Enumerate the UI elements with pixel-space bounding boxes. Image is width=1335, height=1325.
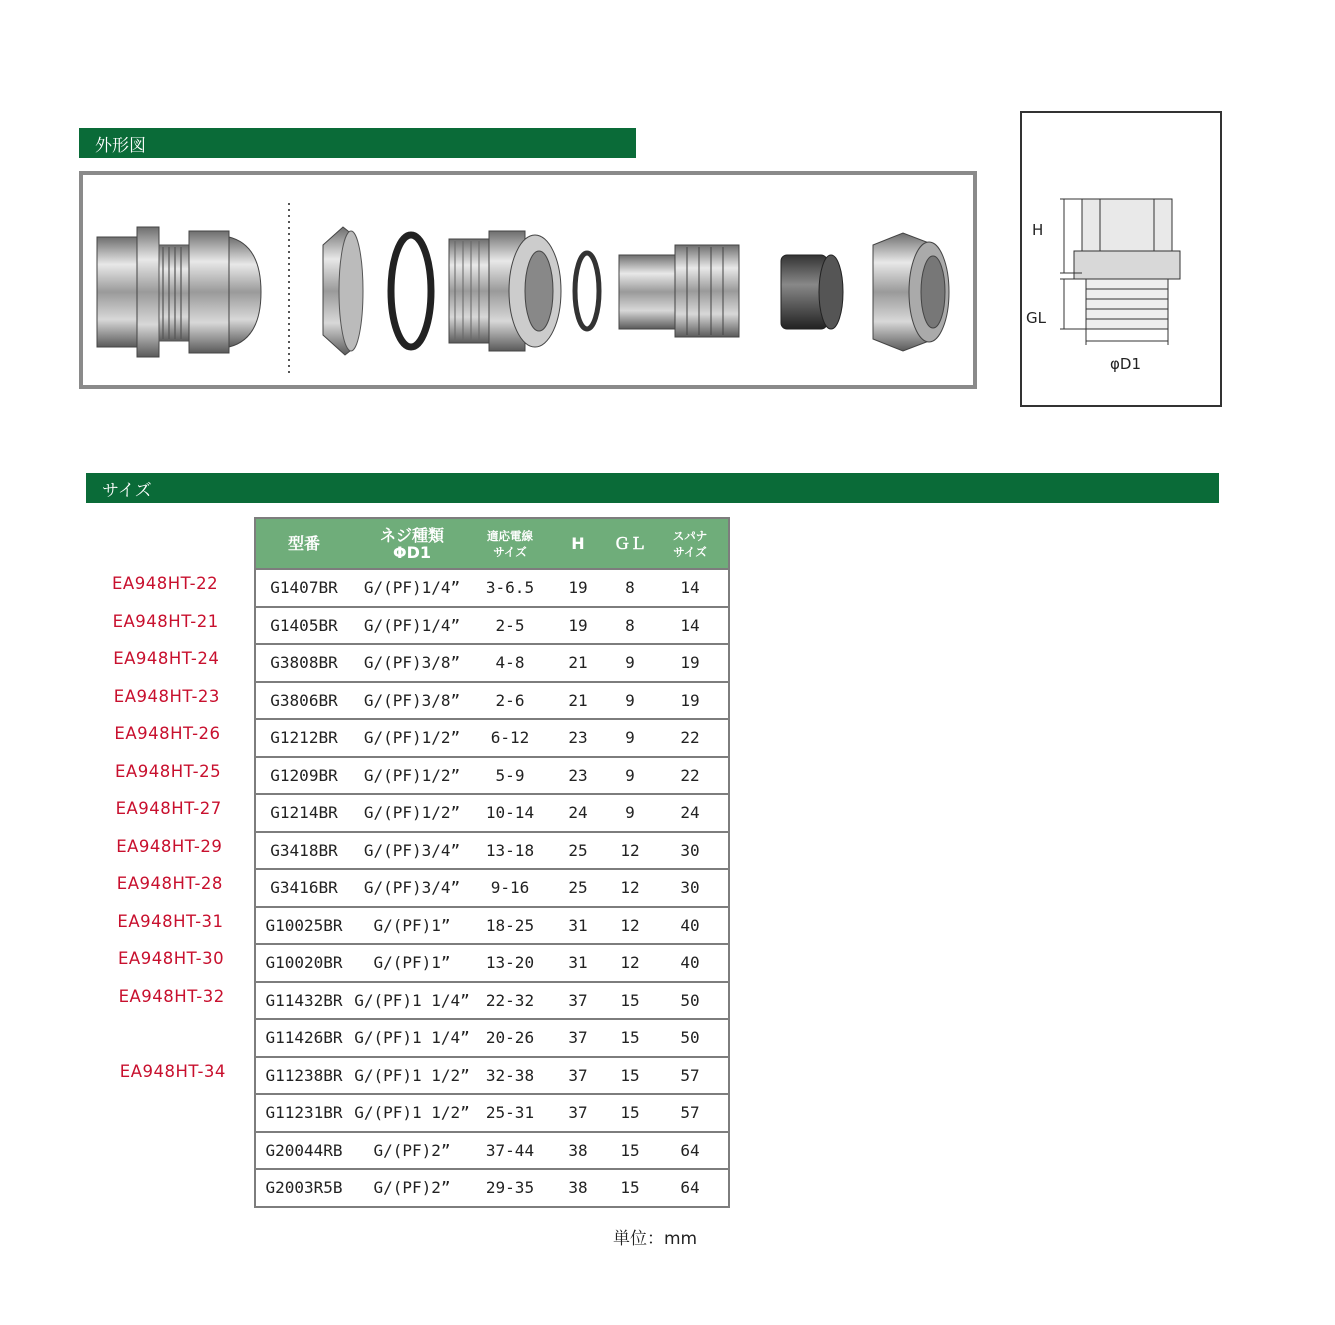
thread-cell: G/(PF)1” — [352, 944, 472, 982]
spanner-cell: 50 — [652, 1019, 729, 1057]
dimension-diagram — [1020, 111, 1222, 407]
wire-size-cell: 22-32 — [472, 982, 548, 1020]
h-cell: 38 — [548, 1132, 608, 1170]
h-cell: 19 — [548, 607, 608, 645]
thread-cell: G/(PF)3/4” — [352, 832, 472, 870]
h-cell: 37 — [548, 1094, 608, 1132]
model-cell: G2003R5B — [255, 1169, 352, 1207]
gl-cell: 9 — [608, 682, 652, 720]
gl-cell: 15 — [608, 1019, 652, 1057]
table-row — [255, 1057, 729, 1095]
model-number-label: EA948HT-28 — [116, 874, 223, 893]
model-number-label: EA948HT-22 — [112, 574, 219, 593]
wire-size-cell: 5-9 — [472, 757, 548, 795]
thread-cell: G/(PF)2” — [352, 1132, 472, 1170]
gl-cell: 15 — [608, 1094, 652, 1132]
gl-cell: 12 — [608, 869, 652, 907]
h-cell: 23 — [548, 719, 608, 757]
table-row — [255, 944, 729, 982]
thread-cell: G/(PF)3/8” — [352, 644, 472, 682]
h-cell: 23 — [548, 757, 608, 795]
header-thread-line1: ネジ種類 — [379, 525, 444, 545]
table-row — [255, 1019, 729, 1057]
model-number-label: EA948HT-26 — [114, 724, 221, 743]
seal-ring — [575, 253, 599, 329]
dome-cap — [873, 233, 949, 351]
threaded-body — [449, 231, 561, 351]
outline-section-title: 外形図 — [95, 135, 146, 156]
size-section-header — [86, 473, 1219, 503]
header-thread — [352, 518, 472, 569]
gl-cell: 12 — [608, 944, 652, 982]
spanner-cell: 30 — [652, 832, 729, 870]
size-section-title: サイズ — [102, 480, 152, 501]
size-spec-table — [254, 517, 730, 1208]
outline-section-header — [79, 128, 636, 158]
table-row — [255, 832, 729, 870]
model-number-label: EA948HT-29 — [116, 836, 223, 856]
header-h: H — [548, 518, 608, 569]
h-cell: 19 — [548, 569, 608, 607]
model-cell: G10025BR — [255, 907, 352, 945]
spanner-cell: 24 — [652, 794, 729, 832]
header-thread-line2: ΦD1 — [392, 542, 431, 562]
spanner-cell: 57 — [652, 1094, 729, 1132]
thread-cell: G/(PF)2” — [352, 1169, 472, 1207]
header-spanner-line2: サイズ — [673, 544, 707, 559]
spanner-cell: 40 — [652, 907, 729, 945]
table-row — [255, 1132, 729, 1170]
gl-cell: 9 — [608, 794, 652, 832]
spanner-cell: 22 — [652, 757, 729, 795]
wire-size-cell: 6-12 — [472, 719, 548, 757]
unit-note: 単位：mm — [613, 1229, 698, 1249]
wire-size-cell: 9-16 — [472, 869, 548, 907]
header-wire-line2: サイズ — [493, 544, 527, 559]
table-row — [255, 1169, 729, 1207]
model-number-label: EA948HT-32 — [118, 986, 225, 1006]
spanner-cell: 14 — [652, 607, 729, 645]
wire-size-cell: 25-31 — [472, 1094, 548, 1132]
product-photo — [79, 171, 977, 389]
h-cell: 37 — [548, 982, 608, 1020]
o-ring — [391, 235, 431, 347]
table-row — [255, 569, 729, 607]
wire-size-cell: 4-8 — [472, 644, 548, 682]
rubber-seal — [781, 255, 843, 329]
model-number-label: EA948HT-23 — [113, 686, 220, 706]
gl-cell: 15 — [608, 1057, 652, 1095]
gl-cell: 12 — [608, 907, 652, 945]
spanner-cell: 64 — [652, 1169, 729, 1207]
wire-size-cell: 2-6 — [472, 682, 548, 720]
h-cell: 37 — [548, 1057, 608, 1095]
table-row — [255, 794, 729, 832]
h-cell: 24 — [548, 794, 608, 832]
header-wire-line1: 適応電線 — [487, 528, 533, 543]
model-cell: G10020BR — [255, 944, 352, 982]
spanner-cell: 40 — [652, 944, 729, 982]
thread-cell: G/(PF)3/8” — [352, 682, 472, 720]
header-gl: ＧＬ — [608, 518, 652, 569]
spanner-cell: 50 — [652, 982, 729, 1020]
header-model: 型番 — [255, 518, 352, 569]
model-cell: G11238BR — [255, 1057, 352, 1095]
thread-cell: G/(PF)1 1/2” — [352, 1057, 472, 1095]
spanner-cell: 30 — [652, 869, 729, 907]
spanner-cell: 14 — [652, 569, 729, 607]
model-cell: G3808BR — [255, 644, 352, 682]
dim-label-h: H — [1032, 221, 1044, 239]
gl-cell: 15 — [608, 982, 652, 1020]
h-cell: 38 — [548, 1169, 608, 1207]
table-row — [255, 757, 729, 795]
thread-cell: G/(PF)3/4” — [352, 869, 472, 907]
model-number-label: EA948HT-24 — [113, 649, 220, 668]
model-cell: G11432BR — [255, 982, 352, 1020]
gl-cell: 15 — [608, 1169, 652, 1207]
gl-cell: 9 — [608, 644, 652, 682]
locknut — [323, 227, 363, 355]
wire-size-cell: 2-5 — [472, 607, 548, 645]
claw-insert — [619, 245, 739, 337]
thread-cell: G/(PF)1/2” — [352, 719, 472, 757]
thread-cell: G/(PF)1 1/2” — [352, 1094, 472, 1132]
model-cell: G11426BR — [255, 1019, 352, 1057]
thread-cell: G/(PF)1 1/4” — [352, 982, 472, 1020]
model-cell: G1407BR — [255, 569, 352, 607]
model-cell: G3418BR — [255, 832, 352, 870]
thread-cell: G/(PF)1/4” — [352, 607, 472, 645]
thread-cell: G/(PF)1/4” — [352, 569, 472, 607]
wire-size-cell: 13-18 — [472, 832, 548, 870]
table-row — [255, 869, 729, 907]
model-number-label: EA948HT-21 — [112, 611, 219, 631]
header-spanner — [652, 518, 729, 569]
model-cell: G1212BR — [255, 719, 352, 757]
gl-cell: 8 — [608, 569, 652, 607]
wire-size-cell: 20-26 — [472, 1019, 548, 1057]
table-row — [255, 682, 729, 720]
model-cell: G3806BR — [255, 682, 352, 720]
gl-cell: 9 — [608, 757, 652, 795]
wire-size-cell: 29-35 — [472, 1169, 548, 1207]
model-cell: G3416BR — [255, 869, 352, 907]
model-number-label: EA948HT-25 — [115, 761, 222, 781]
wire-size-cell: 18-25 — [472, 907, 548, 945]
model-number-label: EA948HT-31 — [117, 911, 224, 931]
model-cell: G11231BR — [255, 1094, 352, 1132]
table-row — [255, 907, 729, 945]
h-cell: 31 — [548, 944, 608, 982]
h-cell: 21 — [548, 682, 608, 720]
dim-label-d1: φD1 — [1110, 355, 1141, 373]
table-row — [255, 982, 729, 1020]
h-cell: 21 — [548, 644, 608, 682]
gl-cell: 8 — [608, 607, 652, 645]
assembled-gland — [97, 227, 261, 357]
wire-size-cell: 37-44 — [472, 1132, 548, 1170]
cable-gland-exploded-view — [83, 175, 973, 385]
model-number-label: EA948HT-30 — [118, 949, 225, 968]
spanner-cell: 19 — [652, 644, 729, 682]
model-number-label: EA948HT-34 — [119, 1061, 226, 1081]
model-cell: G1214BR — [255, 794, 352, 832]
gl-cell: 15 — [608, 1132, 652, 1170]
header-wire — [472, 518, 548, 569]
model-cell: G20044RB — [255, 1132, 352, 1170]
spanner-cell: 57 — [652, 1057, 729, 1095]
table-row — [255, 644, 729, 682]
spanner-cell: 22 — [652, 719, 729, 757]
thread-cell: G/(PF)1” — [352, 907, 472, 945]
gl-cell: 9 — [608, 719, 652, 757]
table-row — [255, 719, 729, 757]
table-header-row — [255, 518, 729, 569]
h-cell: 31 — [548, 907, 608, 945]
table-row — [255, 607, 729, 645]
model-cell: G1405BR — [255, 607, 352, 645]
wire-size-cell: 13-20 — [472, 944, 548, 982]
table-body — [255, 569, 729, 1207]
spanner-cell: 64 — [652, 1132, 729, 1170]
model-cell: G1209BR — [255, 757, 352, 795]
h-cell: 37 — [548, 1019, 608, 1057]
table-row — [255, 1094, 729, 1132]
thread-cell: G/(PF)1/2” — [352, 794, 472, 832]
dim-label-gl: GL — [1026, 309, 1046, 327]
wire-size-cell: 3-6.5 — [472, 569, 548, 607]
spanner-cell: 19 — [652, 682, 729, 720]
wire-size-cell: 32-38 — [472, 1057, 548, 1095]
h-cell: 25 — [548, 832, 608, 870]
thread-cell: G/(PF)1 1/4” — [352, 1019, 472, 1057]
thread-cell: G/(PF)1/2” — [352, 757, 472, 795]
wire-size-cell: 10-14 — [472, 794, 548, 832]
model-number-label: EA948HT-27 — [115, 799, 222, 818]
header-spanner-line1: スパナ — [672, 528, 708, 543]
h-cell: 25 — [548, 869, 608, 907]
gl-cell: 12 — [608, 832, 652, 870]
